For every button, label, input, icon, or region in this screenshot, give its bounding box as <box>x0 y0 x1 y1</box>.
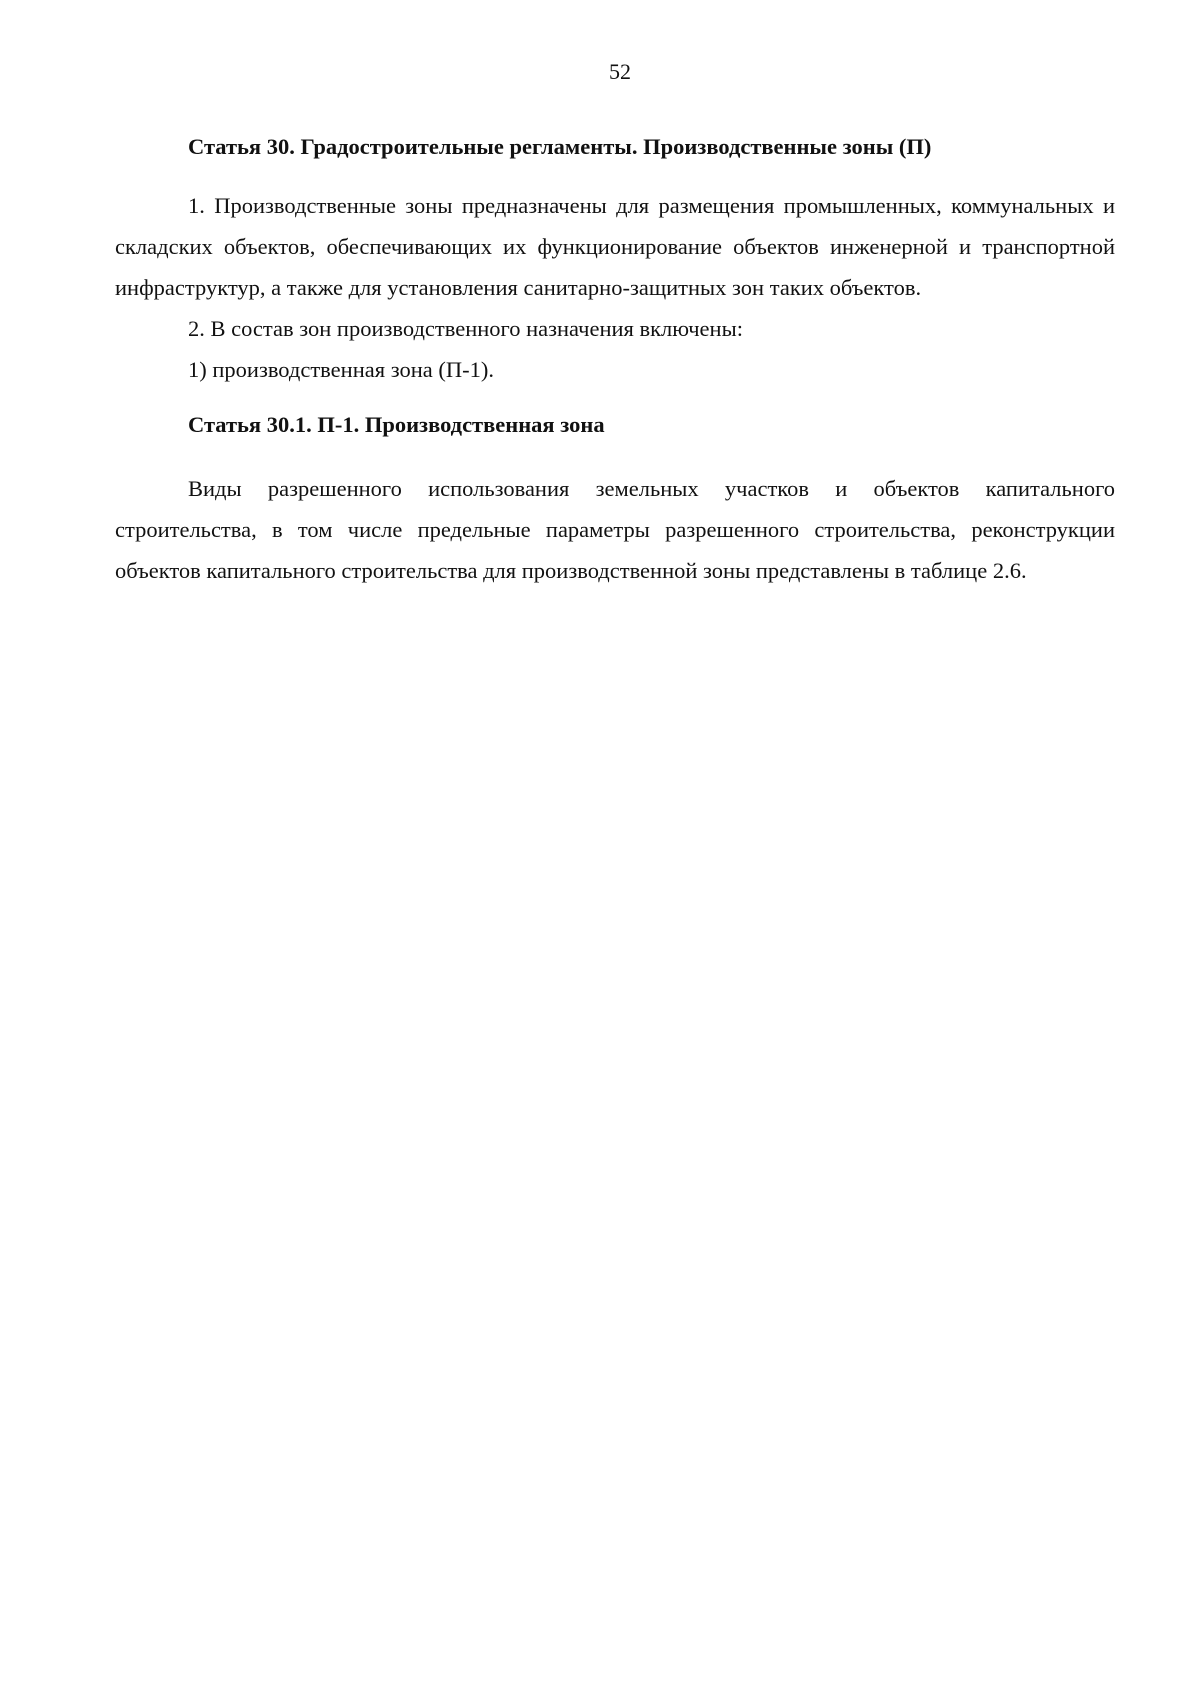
article-30-paragraph-2: 2. В состав зон производственного назначения включены: <box>188 316 743 341</box>
article-30-heading: Статья 30. Градостроительные регламенты. Производственные зоны (П) <box>188 134 932 159</box>
page-content <box>115 126 1115 591</box>
article-30-paragraph-3: 1) производственная зона (П-1). <box>188 357 494 382</box>
article-30-1-paragraph-1: Виды разрешенного использования земельных участков и объектов капитального строительства, в том числе предельные параметры разрешенного строительства, реконструкции объектов капитального строительства для производственной зоны представлены в таблице 2.6. <box>115 476 1115 583</box>
page-number: 52 <box>609 59 631 84</box>
article-30-paragraph-1: 1. Производственные зоны предназначены для размещения промышленных, коммунальных и складских объектов, обеспечивающих их функционирование объектов инженерной и транспортной инфраструктур, а также для установления санитарно-защитных зон таких объектов. <box>115 193 1115 300</box>
article-30-1-heading: Статья 30.1. П-1. Производственная зона <box>188 412 605 437</box>
